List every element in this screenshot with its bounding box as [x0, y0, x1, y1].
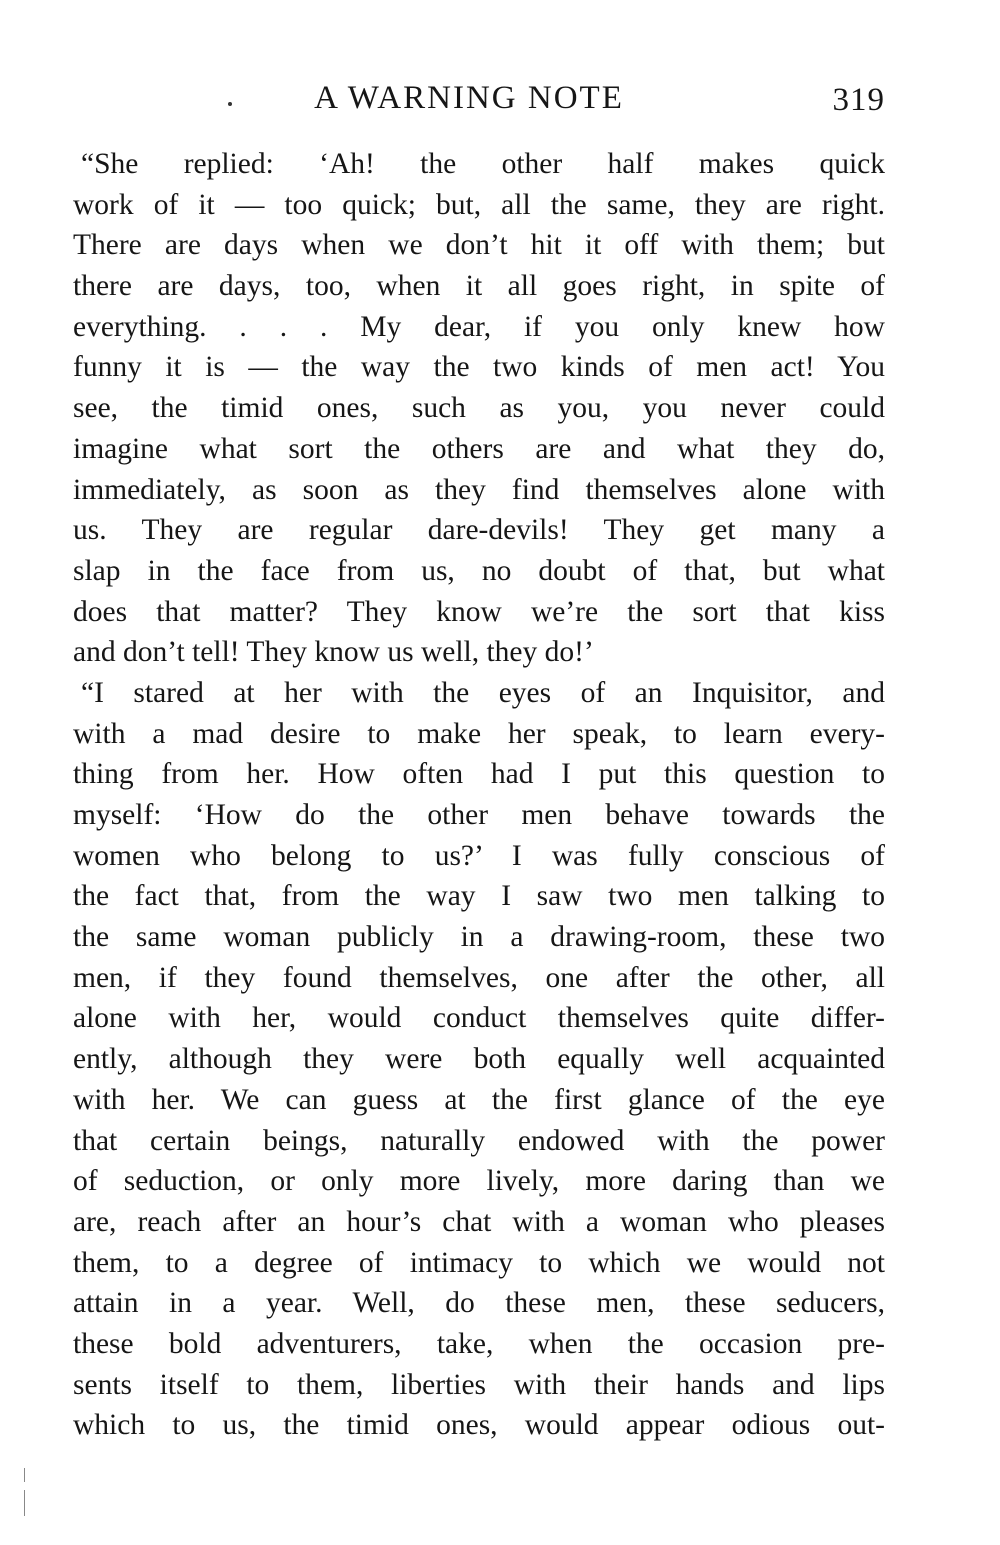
text-line: of seduction, or only more lively, more daring than we [73, 1165, 885, 1198]
text-line: are, reach after an hour’s chat with a woman who pleases [73, 1205, 885, 1238]
text-line: men, if they found themselves, one after the other, all [73, 961, 885, 994]
text-line: and don’t tell! They know us well, they do!’ [73, 636, 594, 669]
text-line: these bold adventurers, take, when the occasion pre- [73, 1327, 885, 1360]
text-line: see, the timid ones, such as you, you never could [73, 392, 885, 425]
text-line: work of it — too quick; but, all the same, they are right. [73, 188, 885, 221]
chapter-title: A WARNING NOTE [314, 80, 624, 116]
text-line: with a mad desire to make her speak, to learn every- [73, 717, 885, 750]
text-line: immediately, as soon as they find themselves alone with [73, 473, 885, 506]
text-line: us. They are regular dare-devils! They get many a [73, 514, 885, 547]
text-line: which to us, the timid ones, would appear odious out- [73, 1409, 885, 1442]
text-line: sents itself to them, liberties with their hands and lips [73, 1368, 885, 1401]
text-line: “She replied: ‘Ah! the other half makes quick [81, 148, 885, 180]
text-line: that certain beings, naturally endowed with the power [73, 1124, 885, 1157]
text-line: myself: ‘How do the other men behave towards the [73, 799, 885, 831]
text-line: There are days when we don’t hit it off with them; but [73, 229, 885, 262]
text-line: them, to a degree of intimacy to which we would not [73, 1246, 885, 1279]
text-line: ently, although they were both equally well acquainted [73, 1043, 885, 1076]
text-line: everything. . . . My dear, if you only knew how [73, 310, 885, 343]
text-line: alone with her, would conduct themselves quite differ- [73, 1002, 885, 1035]
text-line: slap in the face from us, no doubt of that, but what [73, 554, 885, 587]
text-line: women who belong to us?’ I was fully conscious of [73, 839, 885, 872]
text-line: there are days, too, when it all goes right, in spite of [73, 270, 885, 303]
text-line: thing from her. How often had I put this question to [73, 758, 885, 791]
scan-margin-mark [24, 1490, 25, 1516]
scan-margin-mark [24, 1468, 25, 1482]
text-line: the same woman publicly in a drawing-room, these two [73, 921, 885, 954]
text-line: imagine what sort the others are and what they do, [73, 432, 885, 465]
text-line: funny it is — the way the two kinds of men act! You [73, 351, 885, 384]
text-line: “I stared at her with the eyes of an Inquisitor, and [81, 676, 885, 709]
text-line: with her. We can guess at the first glance of the eye [73, 1083, 885, 1116]
body-text [73, 144, 885, 1446]
text-line: attain in a year. Well, do these men, these seducers, [73, 1287, 885, 1320]
page-number: 319 [832, 82, 885, 118]
text-line: the fact that, from the way I saw two men talking to [73, 880, 885, 913]
running-head [73, 78, 885, 122]
text-line: does that matter? They know we’re the sort that kiss [73, 595, 885, 628]
